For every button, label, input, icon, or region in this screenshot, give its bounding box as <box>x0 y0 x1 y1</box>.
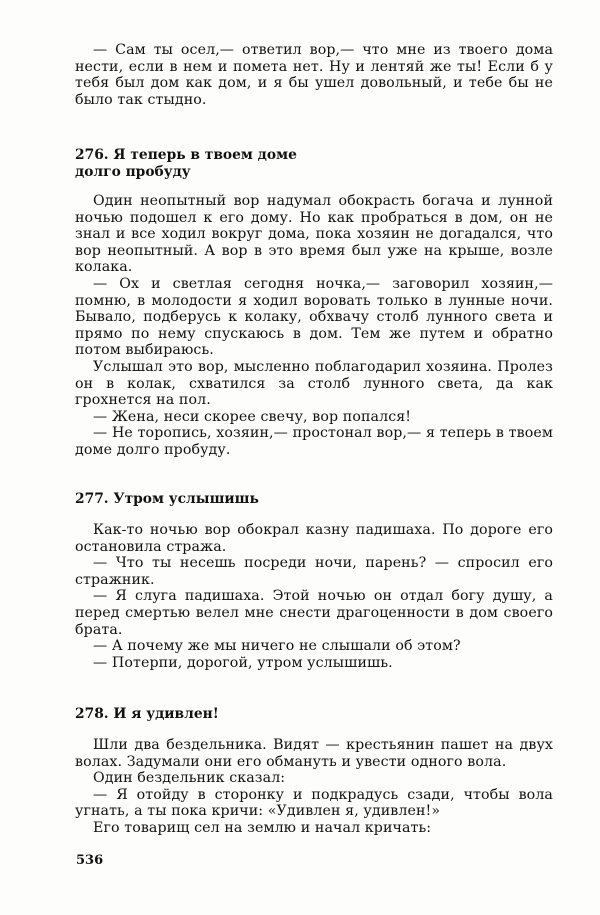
story-title: 277. Утром услышишь <box>75 491 259 507</box>
story-277-body <box>75 522 553 671</box>
paragraph: — Я слуга падишаха. Этой ночью он отдал богу душу, а перед смертью велел мне снести драгоценности в дом своего брата. <box>75 588 553 638</box>
paragraph: — Жена, неси скорее свечу, вор попался! <box>93 408 412 425</box>
story-title: 278. И я удивлен! <box>75 706 219 722</box>
paragraph: — Ох и светлая сегодня ночка,— заговорил хозяин,— помню, в молодости я ходил воровать только в лунные ночи. Бывало, подберусь к колаку, обхвачу столб лунного света и прямо по нему спускаюсь в дом. Тем же путем и обратно потом выбираюсь. <box>75 275 553 359</box>
paragraph: Один бездельник сказал: <box>93 770 286 787</box>
story-276 <box>75 147 553 180</box>
paragraph: — Что ты несешь посреди ночи, парень? — спросил его стражник. <box>75 555 553 588</box>
story-276-body <box>75 193 553 459</box>
paragraph: Один неопытный вор надумал обокрасть богача и лунной ночью подошел к его дому. Но как пробраться в дом, он не знал и все ходил вокруг дома, пока хозяин не догадался, что вор неопытный. А вор в это время был уже на крыше, возле колака. <box>75 193 553 276</box>
story-277 <box>75 491 553 508</box>
paragraph: Его товарищ сел на землю и начал кричать: <box>93 819 432 836</box>
paragraph: Услышал это вор, мысленно поблагодарил хозяина. Пролез он в колак, схватился за столб лунного света, да как грохнется на пол. <box>75 358 553 409</box>
paragraph: Как-то ночью вор обокрал казну падишаха. По дороге его остановила стража. <box>75 522 553 555</box>
paragraph: — Не торопись, хозяин,— простонал вор,— я теперь в твоем доме долго пробуду. <box>75 425 553 458</box>
paragraph: — А почему же мы ничего не слышали об этом? <box>93 638 461 655</box>
continuation-block <box>75 42 553 108</box>
paragraph: — Потерпи, дорогой, утром услышишь. <box>93 654 393 671</box>
paragraph: Шли два бездельника. Видят — крестьянин пашет на двух волах. Задумали они его обмануть и увести одного вола. <box>75 737 553 770</box>
story-278-body <box>75 737 553 837</box>
story-title: 276. Я теперь в твоем доме долго пробуду <box>75 147 297 180</box>
paragraph: — Сам ты осел,— ответил вор,— что мне из твоего дома нести, если в нем и помета нет. Ну и лентяй же ты! Если б у тебя был дом как дом, и я бы ушел довольный, и тебе бы не было так стыдно. <box>75 42 553 108</box>
story-278 <box>75 706 553 723</box>
page-number: 536 <box>76 853 104 868</box>
paragraph: — Я отойду в сторонку и подкрадусь сзади, чтобы вола угнать, а ты пока кричи: «Удивлен я, удивлен!» <box>75 786 553 820</box>
